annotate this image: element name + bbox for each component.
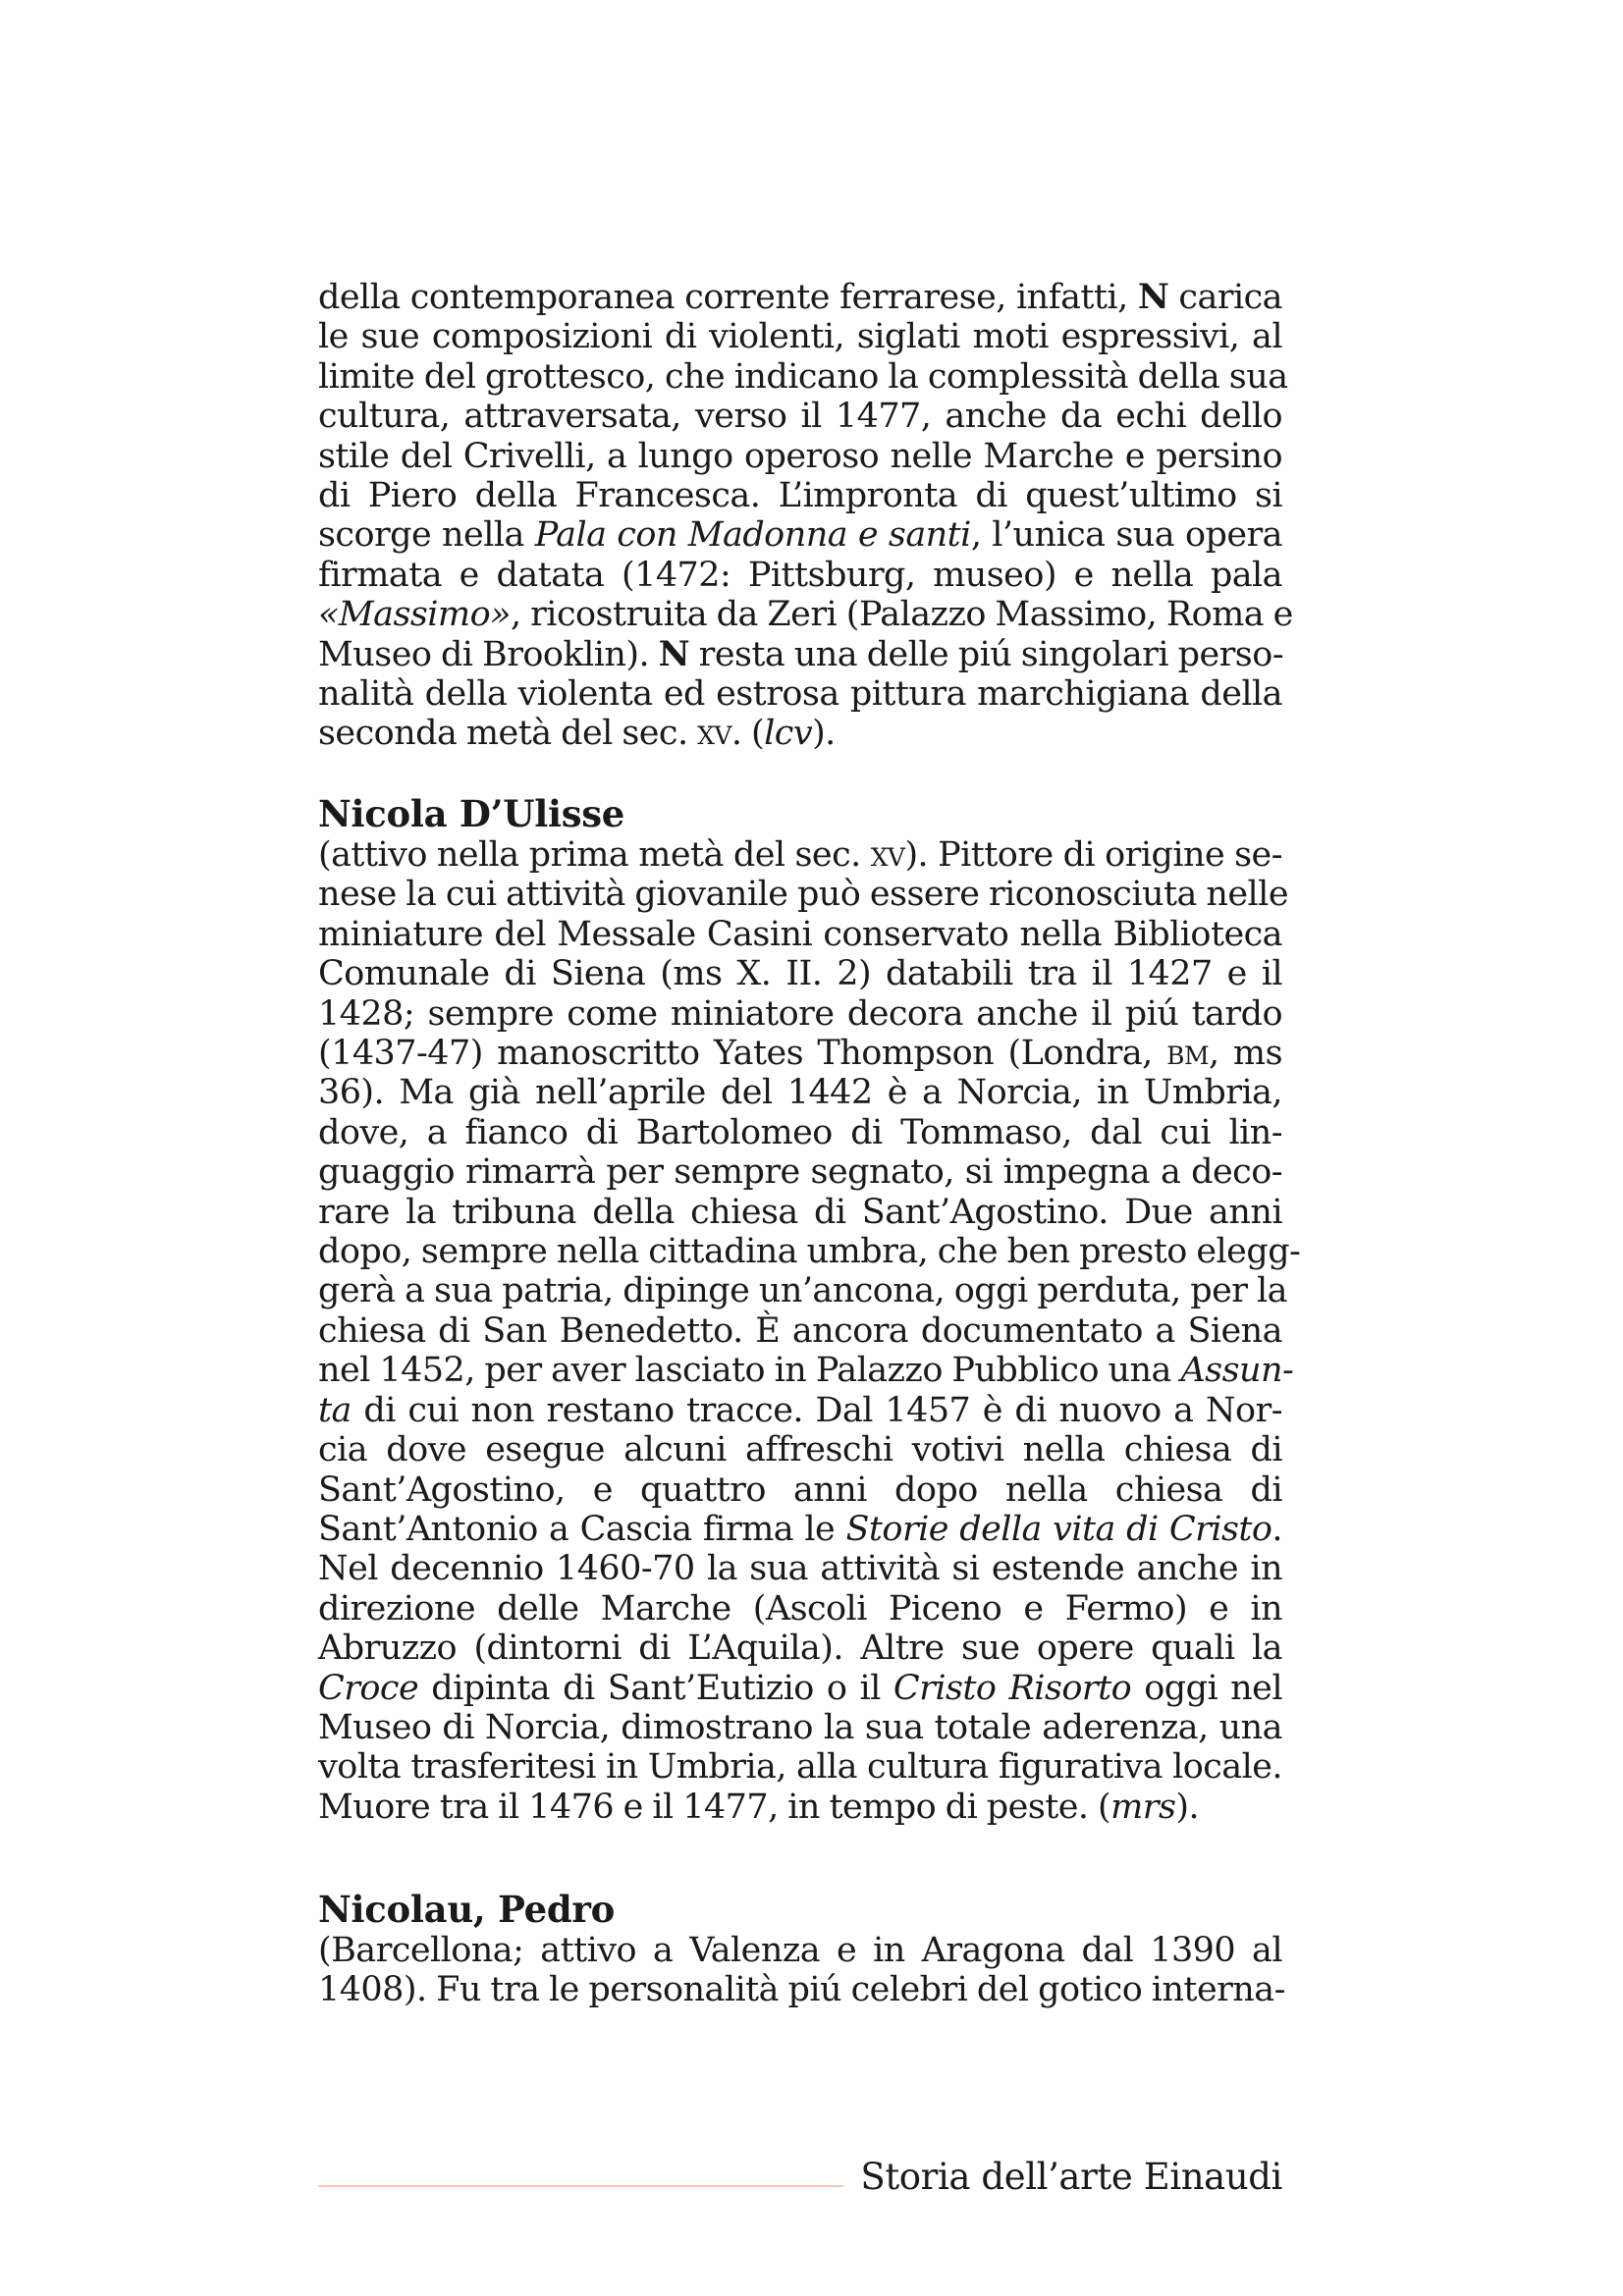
text-run: Sant’Antonio a Cascia firma le <box>318 1509 846 1549</box>
section-3 <box>318 1888 1285 2010</box>
text-run: oggi nel <box>1131 1668 1282 1708</box>
text-line <box>318 1747 1282 1787</box>
text-line <box>318 356 1288 397</box>
text-line <box>318 397 1282 436</box>
text-line <box>318 915 1282 954</box>
text-run: stile del Crivelli, a lungo operoso nelle Marche e persino <box>318 436 1282 476</box>
italic-run: «Massimo» <box>318 595 511 635</box>
text-run: Comunale di Siena (ms X. II. 2) databili tra il 1427 e il <box>318 954 1282 994</box>
text-run: ). <box>812 714 836 754</box>
smallcaps-run: bm <box>1166 1034 1209 1074</box>
text-run: Sant’Agostino, e quattro anni dopo nella chiesa di <box>318 1469 1282 1510</box>
entry-heading: Nicola D’Ulisse <box>318 792 625 835</box>
text-line <box>318 1470 1282 1510</box>
text-run: resta una delle piú singolari perso- <box>689 634 1283 674</box>
text-run: 1428; sempre come miniatore decora anche il piú tardo <box>318 993 1282 1034</box>
bold-run: N <box>658 633 690 674</box>
footer-title: Storia dell’arte Einaudi <box>860 2156 1282 2198</box>
text-line <box>318 556 1282 595</box>
section-1-text <box>318 277 1293 754</box>
smallcaps-run: xv <box>870 835 905 875</box>
text-run: cia dove esegue alcuni affreschi votivi nella chiesa di <box>318 1430 1282 1470</box>
text-run: nese la cui attività giovanile può essere riconosciuta nelle <box>318 875 1288 915</box>
text-line <box>318 1549 1282 1588</box>
text-run: 36). Ma già nell’aprile del 1442 è a Norcia, in Umbria, <box>318 1073 1282 1113</box>
text-run: (1437-47) manoscritto Yates Thompson (Londra, <box>318 1034 1167 1074</box>
text-line <box>318 515 1282 555</box>
text-line <box>318 1629 1282 1668</box>
entry-heading: Nicolau, Pedro <box>318 1888 615 1931</box>
text-run: miniature del Messale Casini conservato nella Biblioteca <box>318 914 1282 954</box>
text-run: Muore tra il 1476 e il 1477, in tempo di peste. ( <box>318 1787 1111 1827</box>
text-run: cultura, attraversata, verso il 1477, anche da echi dello <box>318 397 1282 437</box>
text-run: scorge nella <box>318 515 535 556</box>
text-run: gerà a sua patria, dipinge un’ancona, oggi perduta, per la <box>318 1271 1287 1311</box>
text-run: chiesa di San Benedetto. È ancora documentato a Siena <box>318 1310 1282 1351</box>
text-run: le sue composizioni di violenti, siglati moti espressivi, al <box>318 317 1282 357</box>
text-line <box>318 1970 1285 2010</box>
text-line <box>318 994 1282 1034</box>
text-line <box>318 835 1282 875</box>
text-line <box>318 1311 1282 1351</box>
text-line <box>318 1391 1282 1430</box>
footer-rule <box>318 2185 843 2187</box>
italic-run: mrs <box>1110 1787 1176 1827</box>
bold-run: N <box>1137 277 1169 317</box>
text-run: dipinta di Sant’Eutizio o il <box>418 1668 893 1708</box>
italic-run: ta <box>318 1390 352 1430</box>
smallcaps-run: xv <box>697 714 731 754</box>
text-run: guaggio rimarrà per sempre segnato, si impegna a deco- <box>318 1152 1282 1193</box>
text-line <box>318 595 1293 635</box>
text-run: Museo di Brooklin). <box>318 634 659 674</box>
text-line <box>318 875 1288 915</box>
text-run: Museo di Norcia, dimostrano la sua totale aderenza, una <box>318 1707 1282 1747</box>
italic-run: Assun- <box>1180 1351 1294 1391</box>
text-run: seconda metà del sec. <box>318 714 698 754</box>
italic-run: Croce <box>318 1668 419 1708</box>
text-run: Abruzzo (dintorni di L’Aquila). Altre sue opere quali la <box>318 1629 1282 1669</box>
text-line <box>318 1034 1282 1073</box>
text-line <box>318 1669 1282 1708</box>
italic-run: Pala con Madonna e santi <box>534 515 971 556</box>
text-run: . ( <box>730 714 765 754</box>
text-run: rare la tribuna della chiesa di Sant’Agostino. Due anni <box>318 1192 1282 1232</box>
text-line <box>318 1589 1282 1629</box>
text-line <box>318 1271 1287 1311</box>
text-run: . <box>1271 1509 1282 1549</box>
text-line <box>318 1232 1301 1272</box>
text-line <box>318 317 1282 356</box>
text-line <box>318 1073 1282 1112</box>
text-line <box>318 954 1282 993</box>
text-run: (attivo nella prima metà del sec. <box>318 835 871 875</box>
section-2 <box>318 792 1301 1827</box>
text-run: volta trasferitesi in Umbria, alla cultura figurativa locale. <box>318 1747 1282 1788</box>
text-run: ). <box>1175 1787 1200 1827</box>
text-run: , ricostruita da Zeri (Palazzo Massimo, Roma e <box>510 595 1293 635</box>
section-2-text <box>318 835 1301 1827</box>
section-3-text <box>318 1931 1285 2010</box>
text-run: di Piero della Francesca. L’impronta di quest’ultimo si <box>318 476 1282 516</box>
text-run: Nel decennio 1460-70 la sua attività si estende anche in <box>318 1549 1282 1589</box>
text-run: firmata e datata (1472: Pittsburg, museo) e nella pala <box>318 555 1282 595</box>
text-run: (Barcellona; attivo a Valenza e in Aragona dal 1390 al <box>318 1931 1282 1970</box>
text-run: direzione delle Marche (Ascoli Piceno e Fermo) e in <box>318 1588 1282 1629</box>
text-run: 1408). Fu tra le personalità piú celebri del gotico interna- <box>318 1970 1285 2010</box>
text-run: nel 1452, per aver lasciato in Palazzo Pubblico una <box>318 1351 1181 1391</box>
text-line <box>318 1193 1282 1232</box>
text-line <box>318 476 1282 515</box>
text-run: limite del grottesco, che indicano la complessità della sua <box>318 356 1288 397</box>
text-line <box>318 1430 1282 1469</box>
text-run: di cui non restano tracce. Dal 1457 è di nuovo a Nor- <box>351 1390 1282 1430</box>
text-line <box>318 674 1282 714</box>
text-run: della contemporanea corrente ferrarese, infatti, <box>318 278 1138 317</box>
text-line <box>318 714 1282 753</box>
text-run: ). Pittore di origine se- <box>904 835 1282 875</box>
text-line <box>318 1708 1282 1747</box>
text-line <box>318 437 1282 476</box>
text-line <box>318 1152 1282 1192</box>
italic-run: lcv <box>764 714 813 754</box>
italic-run: Storie della vita di Cristo <box>845 1509 1272 1549</box>
text-run: , l’unica sua opera <box>970 515 1282 556</box>
italic-run: Cristo Risorto <box>893 1668 1132 1708</box>
text-line <box>318 1931 1282 1970</box>
text-run: carica <box>1168 278 1282 317</box>
text-run: , ms <box>1209 1034 1282 1074</box>
text-line <box>318 635 1282 674</box>
text-line <box>318 1788 1282 1827</box>
text-run: nalità della violenta ed estrosa pittura marchigiana della <box>318 674 1282 715</box>
text-run: dopo, sempre nella cittadina umbra, che ben presto elegg- <box>318 1232 1301 1272</box>
text-line <box>318 1351 1294 1391</box>
text-line <box>318 1510 1282 1549</box>
text-line <box>318 278 1282 317</box>
text-run: dove, a fianco di Bartolomeo di Tommaso, dal cui lin- <box>318 1112 1282 1152</box>
text-line <box>318 1113 1282 1152</box>
